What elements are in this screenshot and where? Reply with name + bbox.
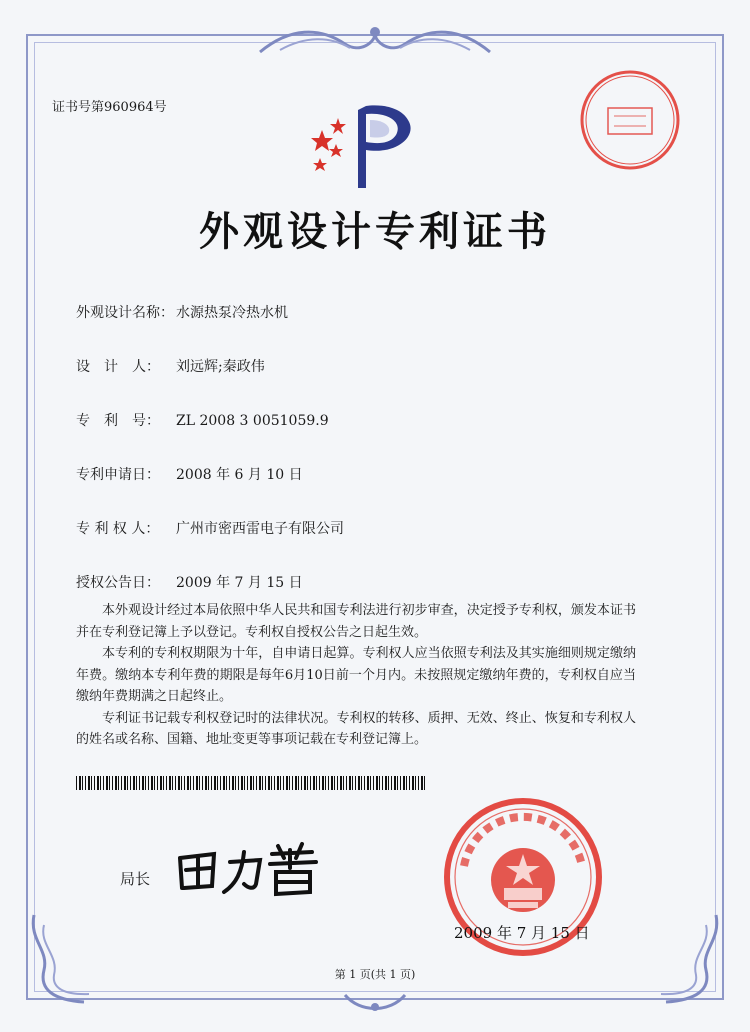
field-filing-date — [76, 464, 303, 484]
field-value: ZL 2008 3 0051059.9 — [176, 413, 329, 429]
field-value: 水源热泵冷热水机 — [176, 305, 288, 321]
certificate-title: 外观设计专利证书 — [199, 208, 551, 255]
certificate-body — [76, 600, 636, 751]
barcode — [76, 776, 426, 790]
field-designer — [76, 356, 265, 376]
field-label: 外观设计名称： — [76, 305, 174, 321]
issue-date: 2009 年 7 月 15 日 — [454, 924, 590, 942]
bottom-ornament — [340, 985, 410, 1015]
page-number: 第 1 页(共 1 页) — [334, 968, 416, 981]
field-value: 2009 年 7 月 15 日 — [176, 575, 303, 591]
bottom-right-ornament — [646, 910, 726, 1010]
bottom-left-ornament — [24, 910, 104, 1010]
field-label: 专利申请日： — [76, 467, 160, 483]
field-grant-date — [76, 572, 303, 592]
director-label: 局长 — [120, 870, 151, 888]
field-patent-number — [76, 410, 329, 430]
body-paragraph: 本外观设计经过本局依照中华人民共和国专利法进行初步审查，决定授予专利权，颁发本证书并在专利登记簿上予以登记。专利权自授权公告之日起生效。 — [76, 603, 636, 640]
director-signature — [172, 838, 322, 898]
field-label: 专 利 权 人： — [76, 521, 160, 537]
body-paragraph: 本专利的专利权期限为十年，自申请日起算。专利权人应当依照专利法及其实施细则规定缴纳年费。缴纳本专利年费的期限是每年6月10日前一个月内。未按照规定缴纳年费的，专利权自应当缴纳年费期满之日起终止。 — [76, 646, 636, 704]
field-value: 刘远辉;秦政伟 — [176, 359, 265, 375]
field-patentee — [76, 518, 344, 538]
field-label: 授权公告日： — [76, 575, 160, 591]
certificate-number: 证书号第960964号 — [52, 100, 167, 115]
field-design-name — [76, 302, 288, 322]
field-value: 广州市密西雷电子有限公司 — [176, 521, 344, 537]
patent-office-logo-icon — [308, 100, 428, 190]
field-label: 专 利 号： — [76, 413, 160, 429]
agency-seal — [578, 68, 682, 172]
body-paragraph: 专利证书记载专利权登记时的法律状况。专利权的转移、质押、无效、终止、恢复和专利权人的姓名或名称、国籍、地址变更等事项记载在专利登记簿上。 — [76, 710, 636, 747]
top-ornament — [250, 22, 500, 62]
field-value: 2008 年 6 月 10 日 — [176, 467, 303, 483]
field-label: 设 计 人： — [76, 359, 160, 375]
